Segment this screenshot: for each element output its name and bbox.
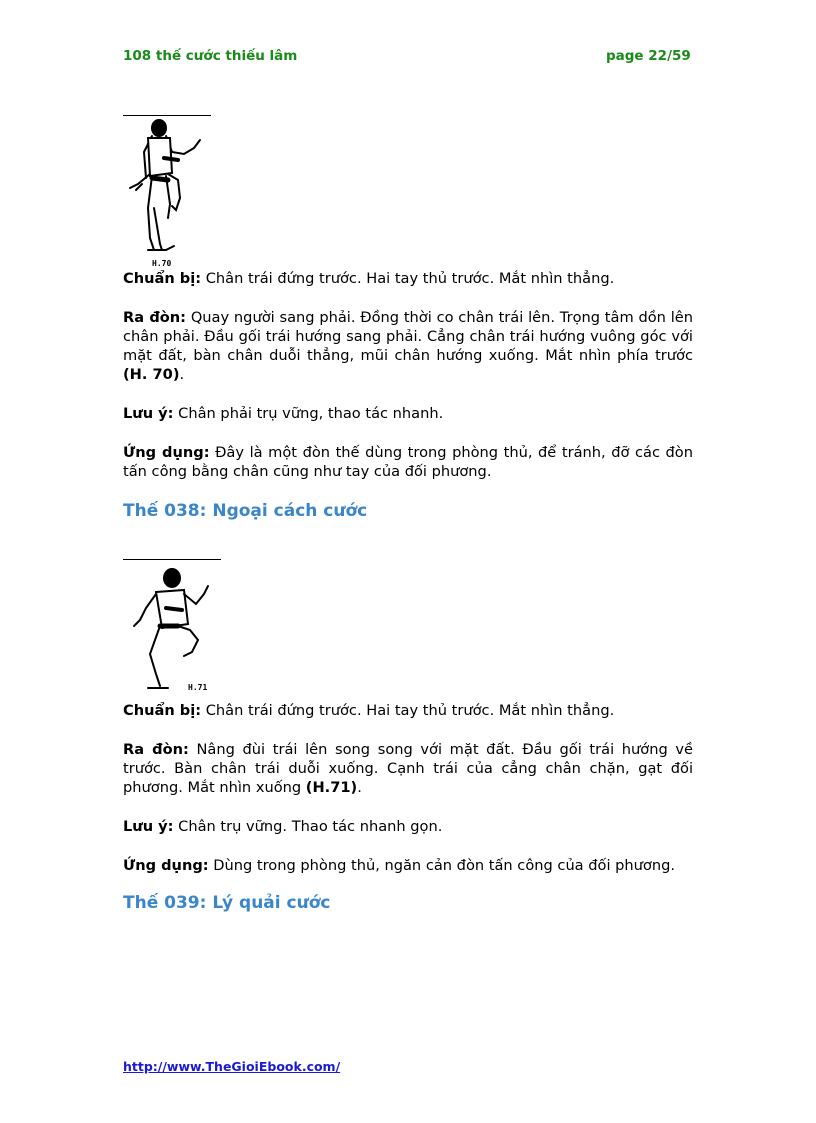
martial-artist-figure-icon [122,564,222,696]
martial-artist-figure-icon [122,118,212,268]
figure-label: H.70 [152,259,172,268]
application-paragraph: Ứng dụng: Dùng trong phòng thủ, ngăn cản đòn tấn công của đối phương. [123,857,675,874]
figure-label: H.71 [188,683,208,692]
section-heading: Thế 038: Ngoại cách cước [123,501,368,521]
note-paragraph: Lưu ý: Chân trụ vững. Thao tác nhanh gọn. [123,818,443,835]
section-heading: Thế 039: Lý quải cước [123,893,331,913]
figure-divider [123,115,211,116]
figure-divider [123,559,221,560]
strike-paragraph: Ra đòn: Nâng đùi trái lên song song với mặt đất. Đầu gối trái hướng về trước. Bàn chân trái duỗi xuống. Cạnh trái của cẳng chân chặn, gạt đối phương. Mắt nhìn xuống (H.71). [123,741,693,796]
note-paragraph: Lưu ý: Chân phải trụ vững, thao tác nhanh. [123,405,444,422]
strike-paragraph: Ra đòn: Quay người sang phải. Đồng thời co chân trái lên. Trọng tâm dồn lên chân phải. Đầu gối trái hướng sang phải. Cẳng chân trái hướng vuông góc với mặt đất, bàn chân duỗi thẳng, mũi chân hướng xuống. Mắt nhìn phía trước (H. 70). [123,309,693,383]
application-paragraph: Ứng dụng: Đây là một đòn thế dùng trong phòng thủ, để tránh, đỡ các đòn tấn công bằng chân cũng như tay của đối phương. [123,444,693,480]
page-number: page 22/59 [606,48,691,64]
prepare-paragraph: Chuẩn bị: Chân trái đứng trước. Hai tay thủ trước. Mắt nhìn thẳng. [123,702,615,719]
footer-website-link[interactable]: http://www.TheGioiEbook.com/ [123,1059,341,1074]
document-title: 108 thế cước thiếu lâm [123,48,298,64]
prepare-paragraph: Chuẩn bị: Chân trái đứng trước. Hai tay thủ trước. Mắt nhìn thẳng. [123,270,615,287]
